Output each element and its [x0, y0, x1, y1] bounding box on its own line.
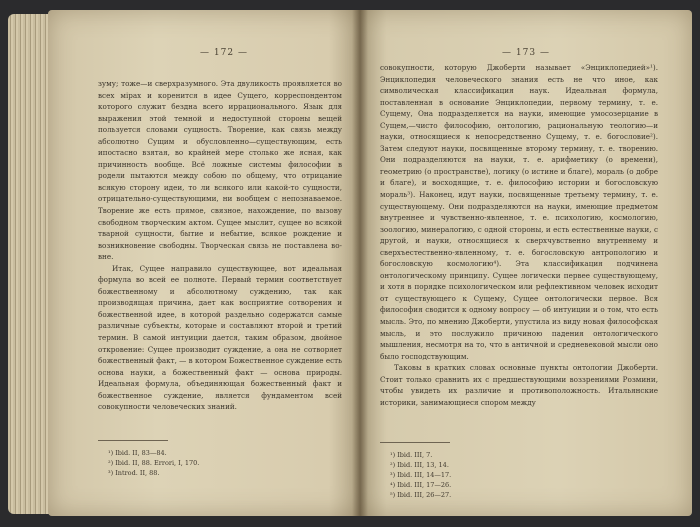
right-page-number: — 173 — [502, 48, 550, 58]
footnote: ²) Ibid. II, 88. Errori, I, 170. [108, 459, 200, 467]
left-page-number: — 172 — [200, 48, 248, 58]
right-footnote-rule [380, 442, 450, 443]
right-paragraph-1: совокупности, которую Джоберти называет «Энциклопедией»¹). Энциклопедия человеческого знания есть не что иное, как символическая классификация наук. Идеальная формула, поставленная в основание Энциклопедии, первому термину, т. е. Сущему, Она подразделяется на науки, имеющие умосозерцание в Сущем,—чисто философию, онтологию, рациональную теологию—и науки, относящиеся к непосредственно Сущему, т. е. богословие²). Затем следуют науки, посвященные второму термину, т. е. творению. Они подразделяются на науки, т. е. арифметику (о времени), геометрию (о пространстве), логику (о истине и благе), мораль (о добре и благе), и восходящие, т. е. философию истории и богословскую мораль³). Наконец, идут науки, посвященные третьему термину, т. е. существующему. Они подразделяются на науки, имеющие предметом внутреннее и чувственно-явленное, т. е. психологию, космологию, зоологию, минералогию, с одной стороны, и есть естественные науки, с другой, и науки, относящиеся к сверхчувственно внутреннему и сверхъестественно-явленному, т. е. богословскую антропологию и богословскую космологию⁴). Эта классификация подчинена онтологическому принципу. Сущее логически первее существующему, и хотя в порядке психологическом или рефлективном человек исходит от существующего к Сущему, Сущее онтологически первое. Вся философия сводится к одному вопросу — об интуиции и о том, что есть мысль. Это, по мнению Джоберти, упустила из виду новая философская мысль, и это послужило причиною падения онтологического мышления, несмотря на то, что в античной и средневековой мысли оно было господствующим. [380, 63, 658, 361]
left-footnote-rule [98, 440, 168, 441]
left-page-body [98, 78, 342, 413]
right-paragraph-2: Таковы в кратких словах основные пункты онтологии Джоберти. Стоит только сравнить их с предшествующими воззрениями Розмини, чтобы увидеть их различие и противоположность. Итальянские историки, занимающиеся спором между [380, 363, 658, 407]
footnote: ⁴) Ibid. III, 17—26. [390, 481, 452, 489]
left-page [48, 10, 360, 516]
open-book [8, 4, 694, 522]
footnote: ¹) Ibid. III, 7. [390, 451, 433, 459]
right-page-body [380, 62, 658, 408]
left-footnotes [108, 448, 199, 478]
left-paragraph-1: зуму; тоже—и сверхразумного. Эта двуликость проявляется во всех мiрах и коренится в идее Сущего, корреспондентом которого служит бездна всего иррационального. Язык для выражения этой темной и недоступной стороны вещей пользуется словами сущность. Творение, как связь между абсолютно Сущим и обусловленно—существующим, есть ипостасно взятая, во крайней мере столько же ясная, как причинность вообще. Всё ложные системы философии в родели пытаются между собою по общему, что отрицание всякую сторону идеи, то ли всякого или какой-то сущности, отрицательно-существующими, ни вообщем с непознаваемое. Творение же есть прямое, связное, нахождение, по вызову свободном творческим актом. Сущее мыслит, сущее во всякой тварной сущности, бытие и небытие, всякое рождение и возникновение свободны. Творческая связь не поставлена во-вне. [98, 79, 342, 262]
left-paragraph-2: Итак, Сущее направило существующее, вот идеальная формула во всей ее полноте. Первый термин соответствует божественному и абсолютному суждению, так как производящая причина, дает как восприятие сотворения и божественной идее, в которой раздельно содержатся самые различные субъекты, которые и составляют второй и третий термин. В самой интуиции дается, таким образом, двойное откровение: Сущее производит суждение, а она не сотворяет божественный факт, — в котором Божественное суждение есть основа науки, а божественный факт — основа природы. Идеальная формула, объединяющая божественный факт и божественное суждение, является фундаментом всей совокупности человеческих знаний. [98, 263, 342, 412]
right-page [360, 10, 692, 516]
book-gutter [352, 10, 368, 516]
footnote: ³) Ibid. III, 14—17. [390, 471, 452, 479]
right-footnotes [390, 450, 451, 500]
footnote: ⁵) Ibid. III, 26—27. [390, 491, 452, 499]
footnote: ¹) Ibid. II, 83—84. [108, 449, 167, 457]
footnote: ³) Introd. II, 88. [108, 469, 160, 477]
footnote: ²) Ibid. III, 13, 14. [390, 461, 449, 469]
